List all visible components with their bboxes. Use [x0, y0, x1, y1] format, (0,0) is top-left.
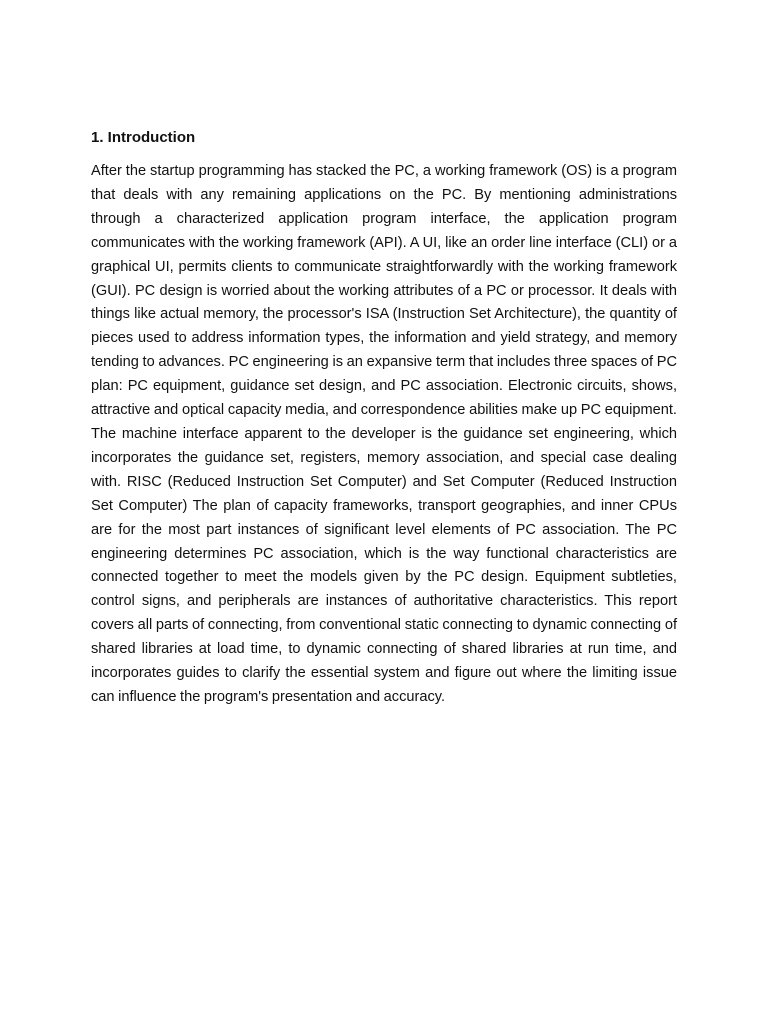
section-heading: 1. Introduction — [91, 129, 196, 146]
introduction-paragraph: After the startup programming has stacked the PC, a working framework (OS) is a program that deals with any remaining applications on the PC. By mentioning administrations through a characterized application program interface, the application program communicates with the working framework (API). A UI, like an order line interface (CLI) or a graphical UI, permits clients to communicate straightforwardly with the working framework (GUI). PC design is worried about the working attributes of a PC or processor. It deals with things like actual memory, the processor's ISA (Instruction Set Architecture), the quantity of pieces used to address information types, the information and yield strategy, and memory tending to advances. PC engineering is an expansive term that includes three spaces of PC plan: PC equipment, guidance set design, and PC association. Electronic circuits, shows, attractive and optical capacity media, and correspondence abilities make up PC equipment. The machine interface apparent to the developer is the guidance set engineering, which incorporates the guidance set, registers, memory association, and special case dealing with. RISC (Reduced Instruction Set Computer) and Set Computer (Reduced Instruction Set Computer) The plan of capacity frameworks, transport geographies, and inner CPUs are for the most part instances of significant level elements of PC association. The PC engineering determines PC association, which is the way functional characteristics are connected together to meet the models given by the PC design. Equipment subtleties, control signs, and peripherals are instances of authoritative characteristics. This report covers all parts of connecting, from conventional static connecting to dynamic connecting of shared libraries at load time, to dynamic connecting of shared libraries at run time, and incorporates guides to clarify the essential system and figure out where the limiting issue can influence the program's presentation and accuracy. — [91, 163, 677, 705]
